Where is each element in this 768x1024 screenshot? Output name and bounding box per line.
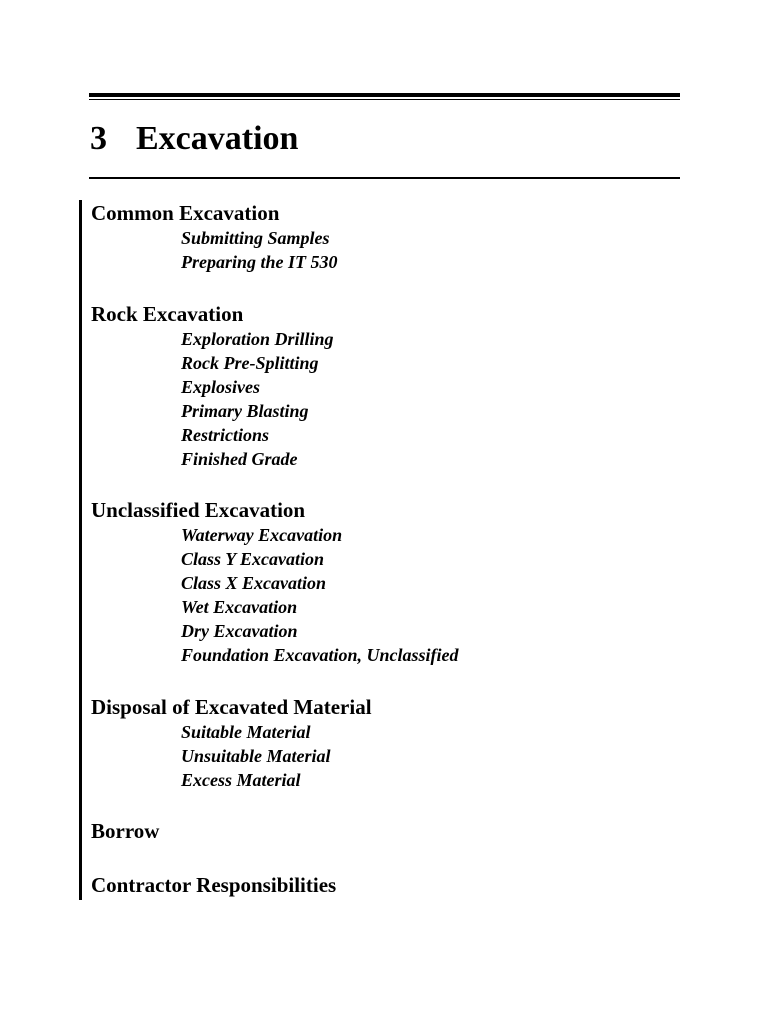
- subsection-item: Submitting Samples: [181, 228, 330, 248]
- top-rule-thin: [89, 99, 680, 100]
- subsection-list: [91, 226, 338, 274]
- subsection-item: Primary Blasting: [181, 401, 309, 421]
- chapter-heading: [90, 116, 298, 162]
- subsection-item: Exploration Drilling: [181, 329, 334, 349]
- section-title: Borrow: [91, 819, 160, 843]
- section-title: Contractor Responsibilities: [91, 873, 337, 897]
- chapter-number: 3: [90, 120, 107, 157]
- subsection-item: Explosives: [181, 377, 260, 397]
- section-contractor-responsibilities: [91, 873, 336, 897]
- subsection-item: Dry Excavation: [181, 621, 298, 641]
- subsection-item: Restrictions: [181, 425, 270, 445]
- change-bar: [79, 200, 82, 900]
- subsection-item: Unsuitable Material: [181, 746, 331, 766]
- subsection-item: Excess Material: [181, 770, 301, 790]
- section-title: Rock Excavation: [91, 302, 244, 326]
- subsection-item: Wet Excavation: [181, 597, 298, 617]
- heading-rule: [89, 177, 680, 179]
- section-rock-excavation: [91, 302, 334, 471]
- section-title: Unclassified Excavation: [91, 498, 306, 522]
- subsection-item: Suitable Material: [181, 722, 311, 742]
- section-disposal: [91, 695, 372, 792]
- top-rule-thick: [89, 93, 680, 97]
- section-title: Common Excavation: [91, 201, 280, 225]
- subsection-item: Class Y Excavation: [181, 549, 325, 569]
- subsection-item: Rock Pre-Splitting: [181, 353, 319, 373]
- subsection-list: [91, 523, 459, 667]
- subsection-item: Foundation Excavation, Unclassified: [181, 645, 459, 665]
- subsection-item: Preparing the IT 530: [181, 252, 338, 272]
- subsection-list: [91, 720, 372, 792]
- subsection-item: Finished Grade: [181, 449, 298, 469]
- subsection-item: Waterway Excavation: [181, 525, 343, 545]
- section-common-excavation: [91, 201, 338, 274]
- subsection-item: Class X Excavation: [181, 573, 327, 593]
- section-borrow: [91, 819, 159, 843]
- chapter-title: Excavation: [136, 120, 299, 157]
- section-unclassified-excavation: [91, 498, 459, 667]
- subsection-list: [91, 327, 334, 471]
- section-title: Disposal of Excavated Material: [91, 695, 372, 719]
